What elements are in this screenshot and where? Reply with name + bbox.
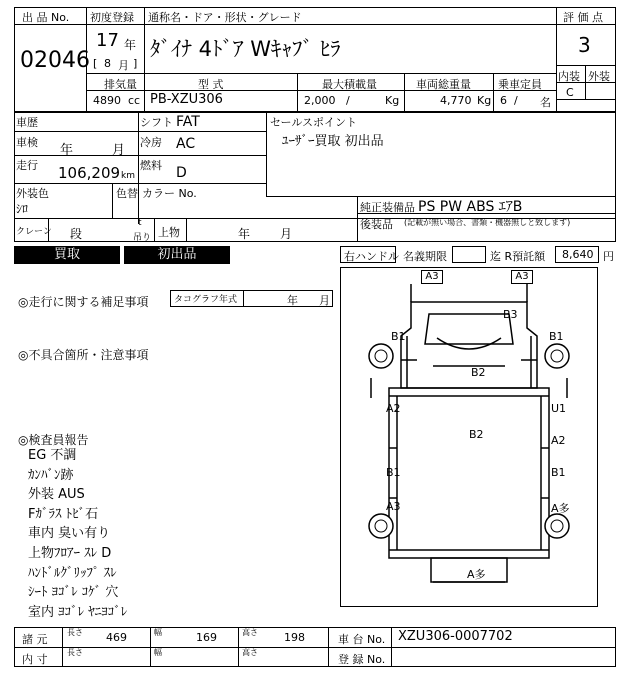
interior-grade: C <box>566 86 574 99</box>
damage-mark: A2 <box>551 434 566 447</box>
owner-box <box>452 246 486 263</box>
damage-mark: B2 <box>469 428 484 441</box>
crane-hang: 吊り <box>133 233 152 243</box>
capacity-unit: 名 <box>540 96 551 109</box>
color-value: ｼﾛ <box>16 202 29 216</box>
aftermarket-label: 後装品 <box>360 218 393 231</box>
displacement-unit: cc <box>128 94 141 107</box>
capacity-value: 6 <box>500 94 507 107</box>
upper-month: 月 <box>280 227 293 241</box>
equipment-items: PS PW ABS ｴｱB <box>418 199 523 215</box>
damage-mark: B1 <box>551 466 566 479</box>
height-label: 高さ <box>242 628 258 637</box>
mileage-unit: km <box>121 171 135 181</box>
upper-label: 上物 <box>158 226 180 239</box>
inner-width-label: 幅 <box>154 648 162 657</box>
width-label: 幅 <box>154 628 162 637</box>
grade-value: 3 <box>578 33 591 57</box>
odo-label: 迄 R預託額 <box>490 250 546 263</box>
tag-first-listing: 初出品 <box>124 246 230 264</box>
report-line: 外装 AUS <box>28 487 85 503</box>
inspection-year: 年 <box>60 143 74 158</box>
color-change-label: 色替 <box>116 187 138 200</box>
capacity-label: 乗車定員 <box>498 78 542 91</box>
length-label: 長さ <box>67 628 83 637</box>
fuel-label: 燃料 <box>140 159 162 172</box>
inner-label: 内 寸 <box>22 653 48 666</box>
sales-point-text: ﾕｰｻﾞｰ買取 初出品 <box>282 134 384 149</box>
capacity-sep: / <box>514 94 518 107</box>
interior-label: 内装 <box>558 70 580 83</box>
load-label: 最大積載量 <box>322 78 377 91</box>
report-line: 室内 ﾖｺﾞﾚ ﾔﾆﾖｺﾞﾚ <box>28 604 128 620</box>
type-label: 型 式 <box>198 78 224 91</box>
color-label: 外装色 <box>16 187 49 200</box>
equipment-label: 純正装備品 <box>360 201 415 214</box>
cooling-label: 冷房 <box>140 136 162 149</box>
deposit-unit: 円 <box>603 250 614 263</box>
mileage-label: 走行 <box>16 159 38 172</box>
reg-month-unit: 月 <box>118 59 129 72</box>
grade-label: 評 価 点 <box>563 11 603 24</box>
shift-label: シフト <box>140 116 173 129</box>
damage-mark: A3 <box>421 270 443 284</box>
report-line: 車内 臭い有り <box>28 526 111 542</box>
lot-number: 02046 <box>20 48 90 73</box>
mileage-value: 106,209 <box>58 164 121 182</box>
tacho-year: 年 <box>287 294 298 307</box>
type-value: PB-XZU306 <box>150 92 223 107</box>
reg-year-unit: 年 <box>124 38 137 52</box>
load-value: 2,000 <box>304 94 336 107</box>
driving-notes-label: ◎走行に関する補足事項 <box>18 295 149 309</box>
inner-height-label: 高さ <box>242 648 258 657</box>
crane-ton: t <box>138 218 142 228</box>
inner-length-label: 長さ <box>67 648 83 657</box>
gross-unit: Kg <box>477 94 492 107</box>
report-line: 上物ﾌﾛｱｰ ｽﾚ D <box>28 545 112 561</box>
model-label: 通称名・ドア・形状・グレード <box>148 11 302 24</box>
tacho-month: 月 <box>319 294 330 307</box>
report-line: ﾊﾝﾄﾞﾙｸﾞﾘｯﾌﾟ ｽﾚ <box>28 565 117 581</box>
width-value: 169 <box>196 631 217 644</box>
report-line: ｼｰﾄ ﾖｺﾞﾚ ｺｹﾞ 穴 <box>28 585 119 601</box>
inspection-month: 月 <box>112 143 126 158</box>
crane-stage: 段 <box>70 227 83 241</box>
history-label: 車歴 <box>16 116 38 129</box>
inspection-label: 車検 <box>16 136 38 149</box>
damage-mark: B1 <box>549 330 564 343</box>
height-value: 198 <box>284 631 305 644</box>
gross-label: 車両総重量 <box>416 78 471 91</box>
load-unit: Kg <box>385 94 400 107</box>
damage-mark: A3 <box>511 270 533 284</box>
report-line: ｶﾝﾊﾞﾝ跡 <box>28 467 74 483</box>
vehicle-diagram <box>340 267 598 607</box>
damage-mark: U1 <box>551 402 567 415</box>
color-code-label: カラー No. <box>142 187 197 200</box>
damage-mark: A多 <box>467 568 486 581</box>
damage-mark: B1 <box>391 330 406 343</box>
chassis-label: 車 台 No. <box>338 633 386 646</box>
lot-label: 出 品 No. <box>22 11 70 24</box>
report-line: EG 不調 <box>28 448 77 463</box>
inspector-label: ◎検査員報告 <box>18 433 89 447</box>
fuel-value: D <box>176 165 187 181</box>
cooling-value: AC <box>176 136 196 152</box>
inspector-report <box>28 446 127 622</box>
reg-year: 17 <box>96 30 119 51</box>
damage-mark: A多 <box>551 502 570 515</box>
owner-label: 名義期限 <box>403 250 447 263</box>
dims-label: 諸 元 <box>22 633 48 646</box>
damage-mark: A2 <box>386 402 401 415</box>
model-name: ﾀﾞｲﾅ 4ﾄﾞｱ Wｷｬﾌﾞ ﾋﾗ <box>150 37 341 61</box>
report-line: Fｶﾞﾗｽ ﾄﾋﾞ石 <box>28 506 99 522</box>
deposit-value: 8,640 <box>562 248 594 261</box>
damage-mark: B2 <box>471 366 486 379</box>
damage-mark: B1 <box>386 466 401 479</box>
defects-label: ◎不具合箇所・注意事項 <box>18 348 149 362</box>
tacho-label: タコグラフ年式 <box>174 295 238 305</box>
registration-label: 登 録 No. <box>338 653 386 666</box>
length-value: 469 <box>106 631 127 644</box>
crane-label: クレーン <box>16 227 52 237</box>
displacement-label: 排気量 <box>104 78 137 91</box>
sales-point-label: セールスポイント <box>270 116 358 129</box>
upper-year: 年 <box>238 227 251 241</box>
handle-label: 右ハンドル <box>344 250 399 263</box>
damage-mark: B3 <box>503 308 518 321</box>
shift-value: FAT <box>176 114 200 130</box>
first-reg-label: 初度登録 <box>90 11 134 24</box>
gross-value: 4,770 <box>440 94 472 107</box>
exterior-label: 外装 <box>588 70 610 83</box>
chassis-value: XZU306-0007702 <box>398 629 513 644</box>
load-sep: / <box>346 94 350 107</box>
reg-month: 8 <box>104 57 111 70</box>
tag-buyback: 買取 <box>14 246 120 264</box>
displacement-value: 4890 <box>93 94 121 107</box>
equipment-note: (記載が無い場合、書類・機器無しと致します) <box>404 218 571 227</box>
damage-mark: A3 <box>386 500 401 513</box>
